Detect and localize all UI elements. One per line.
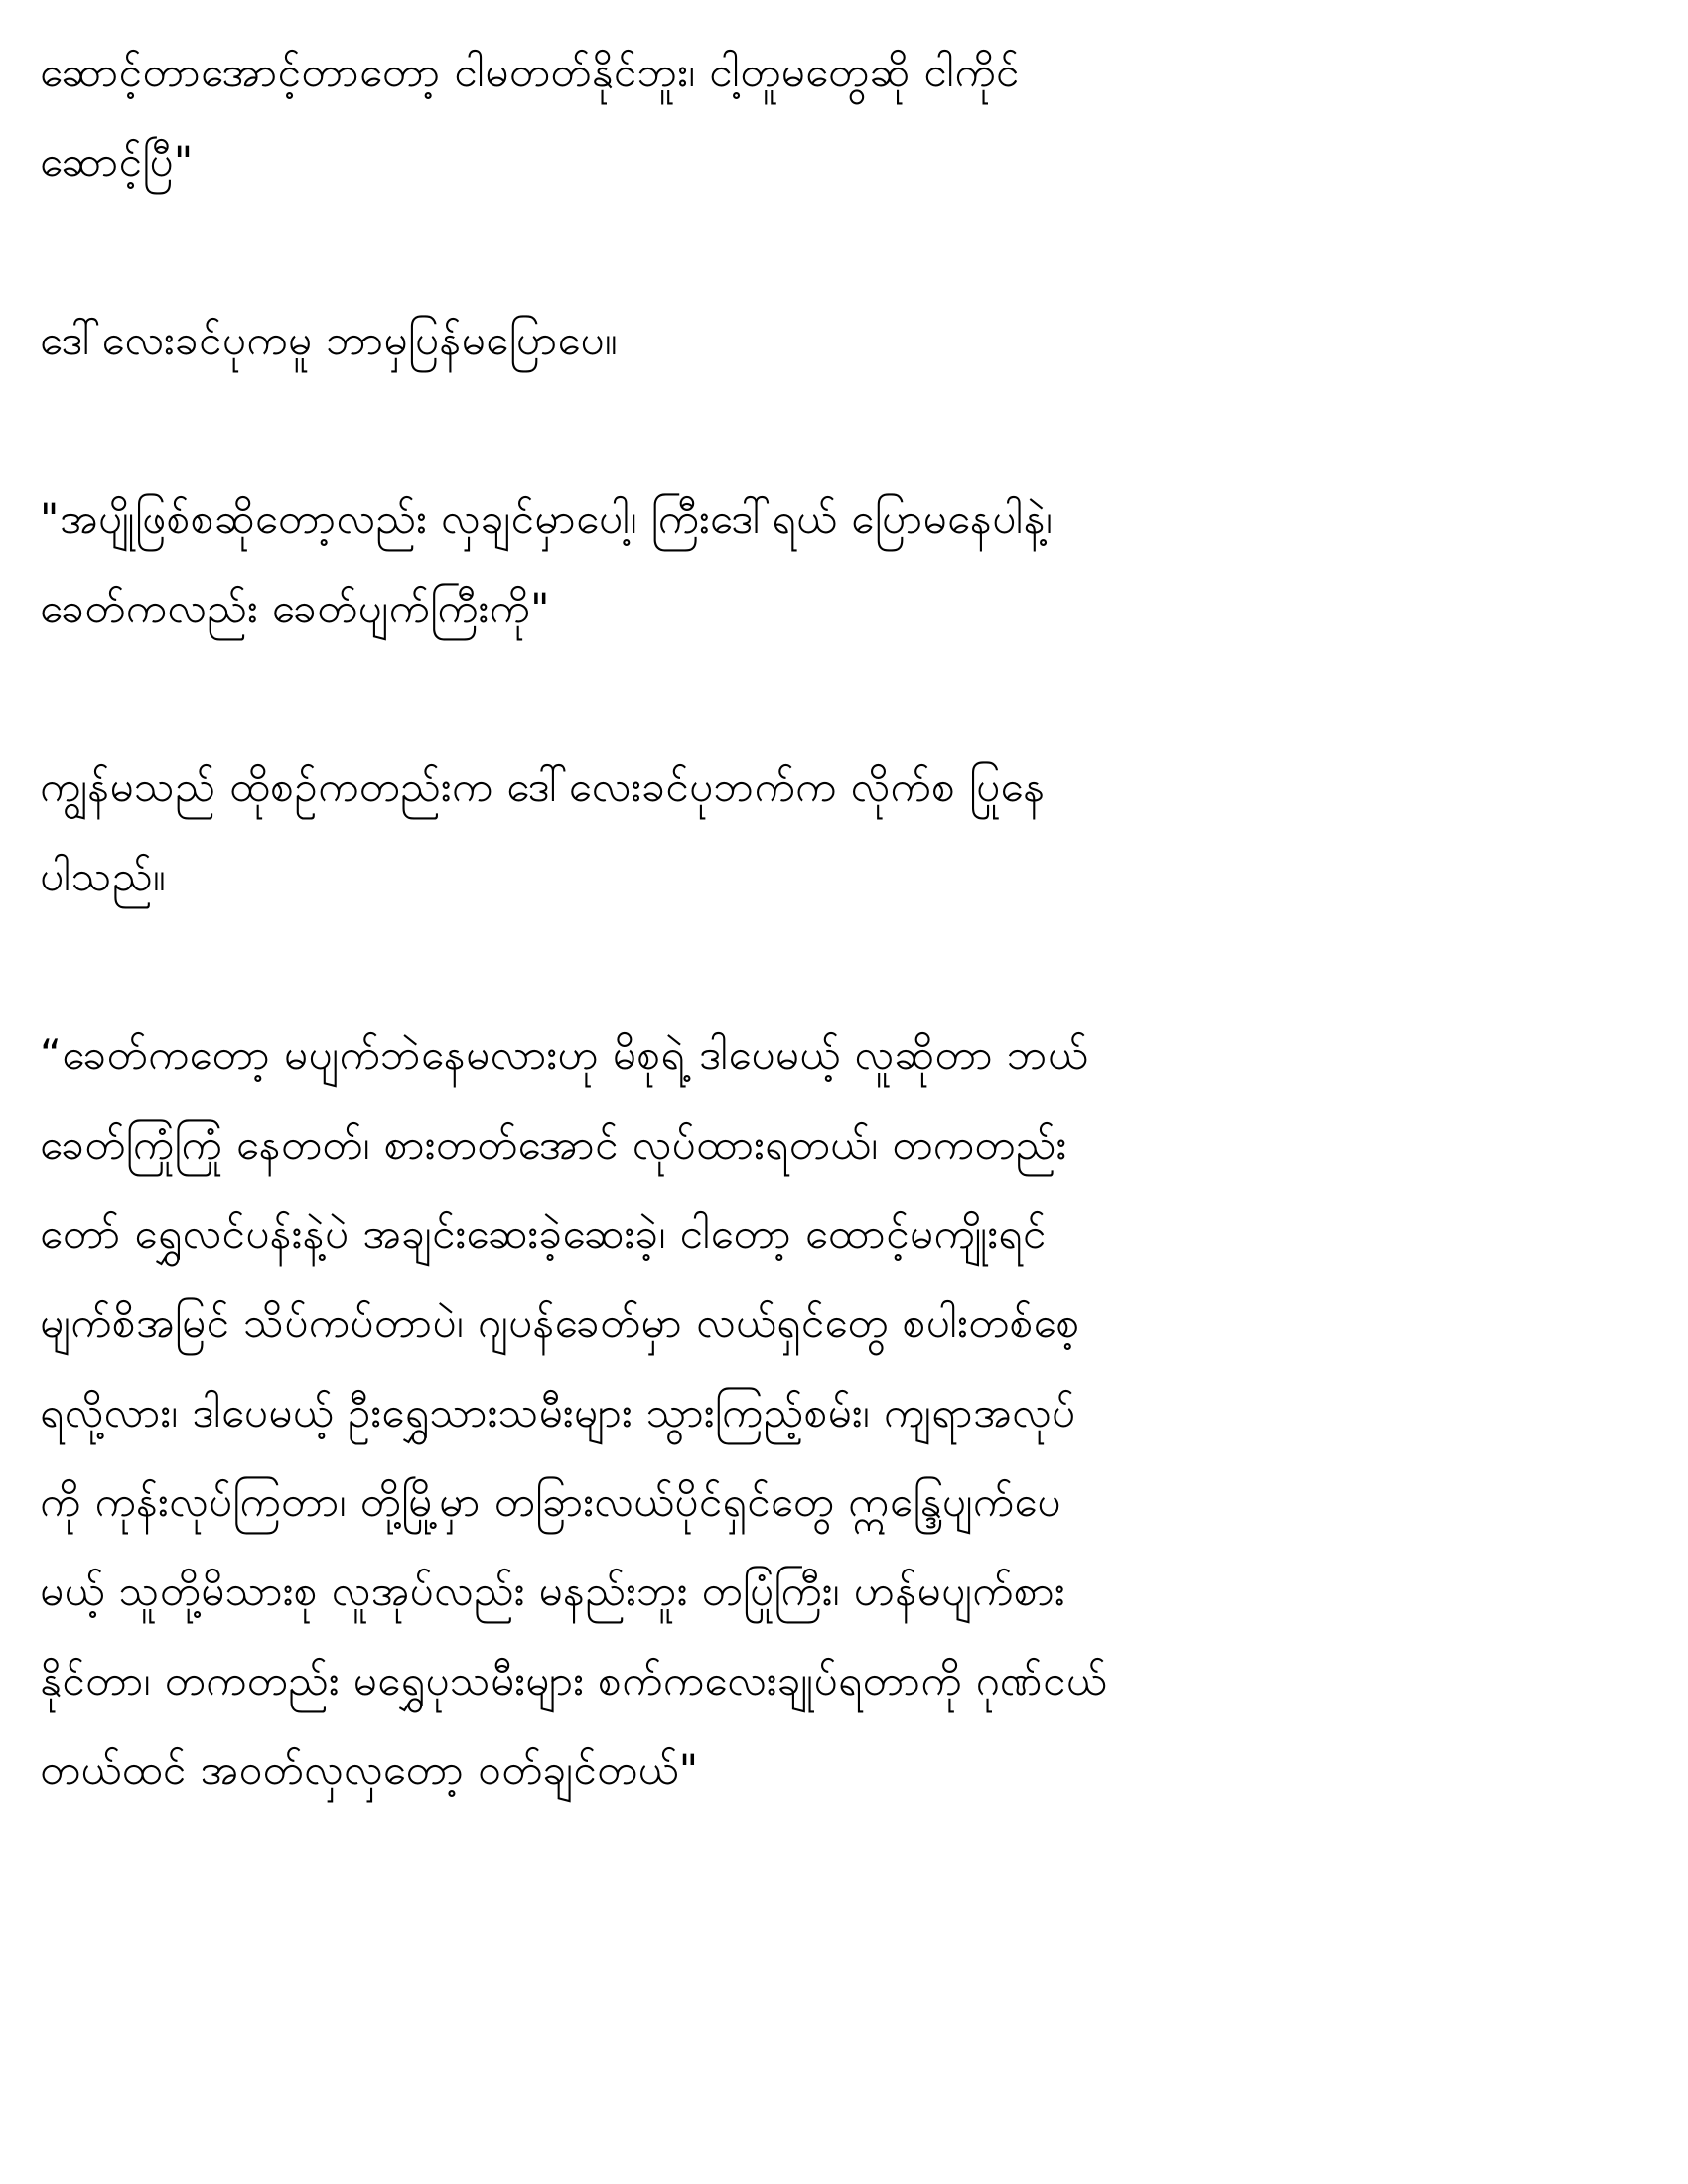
paragraph-5 — [40, 1011, 1648, 1815]
paragraph-4 — [40, 743, 1648, 921]
paragraph-3 — [40, 475, 1648, 653]
text-line: ခေတ်ကြုံကြုံ နေတတ်၊ စားတတ်အောင် လုပ်ထားရတယ်၊ တကတည်း — [40, 1120, 1067, 1168]
paragraph-2 — [40, 296, 1648, 385]
text-line: ရလို့လား၊ ဒါပေမယ့် ဦးရွှေသားသမီးများ သွားကြည့်စမ်း၊ ကျရာအလုပ် — [40, 1388, 1076, 1436]
text-line: ပါသည်။ — [40, 852, 167, 900]
text-line: နိုင်တာ၊ တကတည်း မရွှေပုသမီးများ စက်ကလေးချုပ်ရတာကို ဂုဏ်ငယ် — [40, 1656, 1108, 1705]
text-line: "အပျိုဖြစ်စဆိုတော့လည်း လှချင်မှာပေါ့၊ ကြီးဒေါ်ရယ် ပြောမနေပါနဲ့၊ — [40, 494, 1054, 543]
text-line: ဆောင့်ပြီ" — [40, 137, 194, 186]
text-line: တယ်ထင် အဝတ်လှလှတော့ ဝတ်ချင်တယ်" — [40, 1745, 699, 1794]
body-text — [40, 28, 1648, 1904]
text-line: ကျွန်မသည် ထိုစဉ်ကတည်းက ဒေါ်လေးခင်ပုဘက်က လိုက်စ ပြုနေ — [40, 762, 1046, 811]
text-line: တော် ရွှေလင်ပန်းနဲ့ပဲ အချင်းဆေးခဲ့ဆေးခဲ့၊ ငါတော့ ထောင့်မကျိုးရင် — [40, 1209, 1047, 1258]
text-line: “ခေတ်ကတော့ မပျက်ဘဲနေမလားဟု မိစုရဲ့ ဒါပေမယ့် လူဆိုတာ ဘယ် — [40, 1030, 1089, 1079]
text-line: ဆောင့်တာအောင့်တာတော့ ငါမတတ်နိုင်ဘူး၊ ငါ့တူမတွေဆို ငါကိုင် — [40, 48, 1020, 96]
text-line: ကို ကုန်းလုပ်ကြတာ၊ တို့မြို့မှာ တခြားလယ်ပိုင်ရှင်တွေ ဣန္ဒြေပျက်ပေ — [40, 1477, 1061, 1526]
text-line: ခေတ်ကလည်း ခေတ်ပျက်ကြီးကို" — [40, 584, 550, 632]
text-line: ဒေါ်လေးခင်ပုကမူ ဘာမှပြန်မပြောပေ။ — [40, 316, 618, 364]
paragraph-1 — [40, 28, 1648, 206]
text-line: မယ့် သူတို့မိသားစု လူအုပ်လည်း မနည်းဘူး တပြုံကြီး၊ ဟန်မပျက်စား — [40, 1567, 1065, 1615]
text-line: မျက်စိအမြင် သိပ်ကပ်တာပဲ၊ ဂျပန်ခေတ်မှာ လယ်ရှင်တွေ စပါးတစ်စေ့ — [40, 1298, 1080, 1347]
